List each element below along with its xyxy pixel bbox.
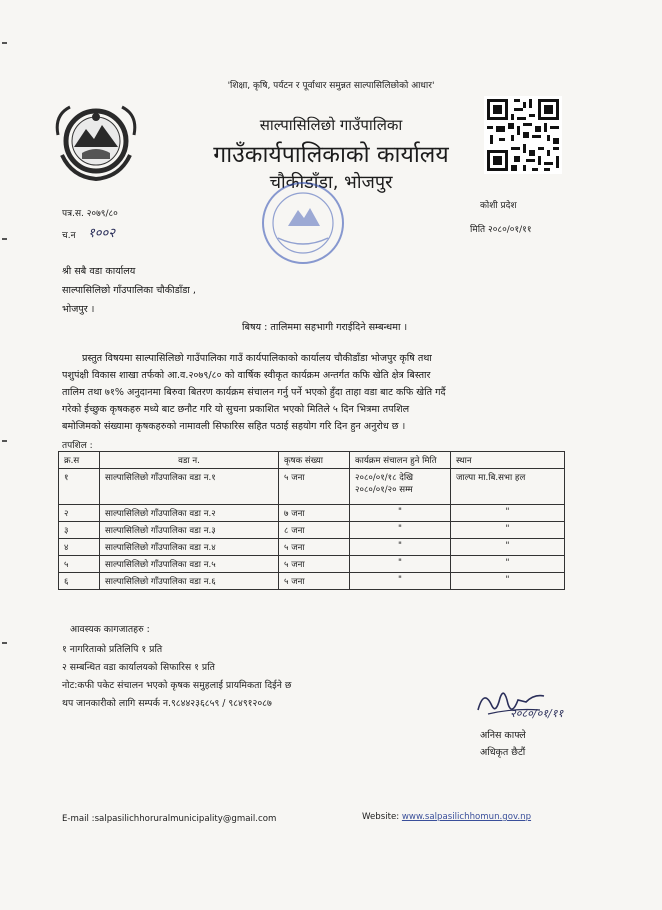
subject: बिषय : तालिममा सहभागी गराईदिने सम्बन्धमा । [242,322,408,333]
province: कोशी प्रदेश [480,201,517,211]
table-row [59,469,565,505]
body-paragraph [62,350,568,435]
cell-ward: साल्पासिलिछो गाँउपालिका वडा न.२ [100,505,279,522]
body-line: प्रस्तुत विषयमा साल्पासिलिछो गाउँपालिका गाउँ कार्यपालिकाको कार्यालय चौकीडाँडा भोजपुर कृषि तथा [82,353,432,364]
cell-sn: १ [59,469,100,505]
table-row [59,573,565,590]
cell-farmers: ७ जना [279,505,350,522]
cell-farmers: ५ जना [279,556,350,573]
footer-website [362,812,531,822]
office-address: चौकीडाँडा, भोजपुर [269,172,393,193]
signatory-designation: अधिकृत छैटौं [480,747,526,758]
cell-sn: ५ [59,556,100,573]
qr-code-icon [484,96,562,174]
table-row [59,539,565,556]
column-header: कृषक संख्या [279,452,350,469]
column-header: कार्यक्रम संचालन हुने मिति [350,452,451,469]
requirement-item: १ नागरिताको प्रतिलिपि १ प्रति [62,644,163,655]
motto: 'शिक्षा, कृषि, पर्यटन र पूर्वाधार समुन्नत साल्पासिलिछोको आधार' [227,81,435,91]
table-row [59,505,565,522]
cell-place: " [451,539,565,556]
column-header: क्र.स [59,452,100,469]
office-name: साल्पासिलिछो गाउँपालिका [259,116,403,134]
website-label: Website: [362,812,400,822]
body-line: तालिम तथा ७१% अनुदानमा बिरुवा बितरण कार्यक्रम संचालन गर्नु पर्ने भएको हुँदा ताहा वडा बाट कफि खेति गर्दै [62,387,446,398]
requirement-item: २ सम्बन्धित वडा कार्यालयको सिफारिस १ प्रति [62,662,215,673]
requirements-title: आवस्यक कागजातहरु : [70,624,150,635]
cell-date: " [350,573,451,590]
website-link[interactable]: www.salpasilichhomun.gov.np [401,812,532,822]
table-row [59,556,565,573]
cell-sn: ६ [59,573,100,590]
body-line: बमोजिमको संख्यामा कृषकहरुको नामावली सिफारिस सहित पठाई सहयोग गरि दिन हुन अनुरोध छ । [62,421,406,432]
footer-email: E-mail :salpasilichhoruralmunicipality@gmail.com [62,814,277,824]
cell-farmers: ५ जना [279,539,350,556]
cell-place: " [451,573,565,590]
cell-place: " [451,556,565,573]
cell-ward: साल्पासिलिछो गाँउपालिका वडा न.६ [100,573,279,590]
letter-date: मिति २०८०/०१/११ [470,225,532,235]
chalani-label: च.न [62,231,76,241]
column-header: स्थान [451,452,565,469]
signature-date: २०८०/०१/११ [510,707,564,720]
cell-ward: साल्पासिलिछो गाँउपालिका वडा न.१ [100,469,279,505]
contact-info: थप जानकारीको लागि सम्पर्क न.९८४४२३६८५९ / ९८४९१२०८७ [62,698,272,709]
patra-sankhya: पत्र.स. २०७९/८० [62,209,118,219]
recipient-line-2: साल्पासिलिछो गाँउपालिका चौकीडाँडा , [62,285,196,296]
cell-farmers: ८ जना [279,522,350,539]
scan-edge-mark [2,440,7,442]
column-header: वडा न. [100,452,279,469]
body-line: गरेको ईच्छुक कृषकहरु मध्ये बाट छनौट गरि यो सुचना प्रकाशित भएको मितिले ५ दिन भित्रमा तपशिल [62,404,410,415]
cell-place: जाल्पा मा.बि.सभा हल [451,469,565,505]
cell-sn: २ [59,505,100,522]
cell-sn: ४ [59,539,100,556]
signatory-name: अनिस काफ्ले [480,730,526,741]
scan-edge-mark [2,238,7,240]
schedule-table [58,451,565,590]
recipient-line-3: भोजपुर । [62,304,95,315]
cell-ward: साल्पासिलिछो गाँउपालिका वडा न.५ [100,556,279,573]
schedule-caption: तपशिल : [62,441,93,451]
cell-date: " [350,522,451,539]
recipient-line-1: श्री सबै वडा कार्यालय [62,266,136,277]
cell-sn: ३ [59,522,100,539]
chalani-number-handwritten: १००२ [88,226,116,241]
office-title: गाउँकार्यपालिकाको कार्यालय [213,142,449,168]
table-row [59,522,565,539]
note: नोट:कफी पकेट संचालन भएको कृषक समुहलाई प्रायमिकता दिईने छ [62,680,292,691]
table-header-row [59,452,565,469]
cell-date: २०८०/०१/१८ देखि २०८०/०१/२० सम्म [350,469,451,505]
office-stamp-icon [248,178,358,268]
cell-date: " [350,505,451,522]
cell-place: " [451,505,565,522]
cell-date: " [350,556,451,573]
scan-edge-mark [2,642,7,644]
body-line: पशुपंक्षी विकास शाखा तर्फको आ.व.२०७९/८० को वार्षिक स्वीकृत कार्यक्रम अन्तर्गत कफि खेति क्षेत्र बिस्तार [62,370,431,381]
cell-farmers: ५ जना [279,469,350,505]
cell-ward: साल्पासिलिछो गाँउपालिका वडा न.३ [100,522,279,539]
cell-farmers: ५ जना [279,573,350,590]
cell-place: " [451,522,565,539]
cell-date: " [350,539,451,556]
cell-ward: साल्पासिलिछो गाँउपालिका वडा न.४ [100,539,279,556]
scan-edge-mark [2,42,7,44]
